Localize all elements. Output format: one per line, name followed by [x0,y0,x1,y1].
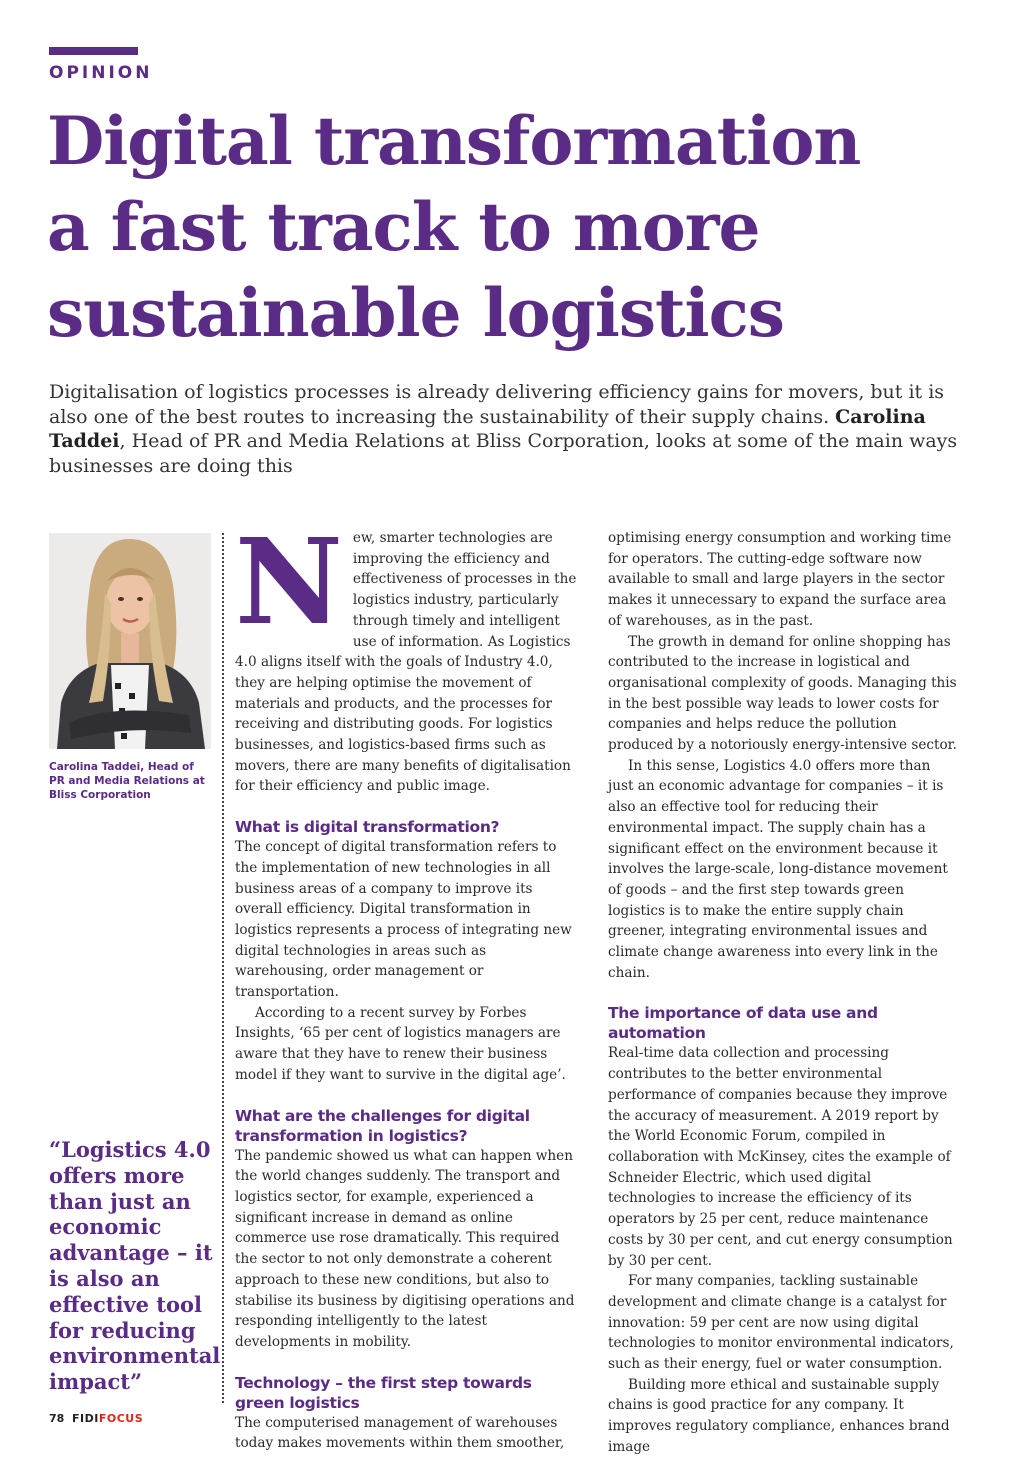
article-column-1 [235,512,577,1454]
brand-logo-part: FIDI [71,1412,99,1425]
brand-logo [72,1412,143,1425]
paragraph: The computerised management of warehouses today makes movements within them smoother, [235,1414,565,1452]
headline [47,98,1007,356]
paragraph: The concept of digital transformation refers to the implementation of new technologies in all business areas of a company to improve its overall efficiency. Digital transformation in logistics represents a process of integrating new digital technologies in areas such as warehousing, order management or transportation. [235,839,572,1001]
page-number: 78 [49,1412,65,1425]
paragraph: Building more ethical and sustainable supply chains is good practice for any company. It improves regulatory compliance, enhances brand image [608,1376,950,1455]
photo-caption: Carolina Taddei, Head of PR and Media Relations at Bliss Corporation [49,761,205,801]
page-footer [49,1412,143,1425]
author-portrait-illustration [49,533,211,749]
headline-line: sustainable logistics [47,274,784,352]
subheading: What is digital transformation? [235,818,500,837]
brand-logo-part: FOCUS [98,1412,144,1425]
section-label: OPINION [49,63,153,83]
paragraph: According to a recent survey by Forbes Insights, ‘65 per cent of logistics managers are aware that they have to renew their business model if they want to survive in the digital age’. [235,1004,566,1083]
author-photo [49,533,211,749]
standfirst-intro: Digitalisation of logistics processes is already delivering efficiency gains for movers, but it is also one of the best routes to increasing the sustainability of their supply chains. [49,381,945,428]
section-rule [49,47,138,55]
paragraph: In this sense, Logistics 4.0 offers more than just an economic advantage for companies – it is also an effective tool for reducing their environmental impact. The supply chain has a significant effect on the environment because it involves the large-scale, long-distance movement of goods – and the first step towards green logistics is to make the entire supply chain greener, integrating environmental issues and climate change awareness into every link in the chain. [608,757,948,981]
subheading: The importance of data use and automation [608,1004,878,1043]
drop-cap: N [235,512,343,651]
standfirst-rest: , Head of PR and Media Relations at Bliss Corporation, looks at some of the main ways businesses are doing this [49,430,958,477]
pull-quote: “Logistics 4.0 offers more than just an economic advantage – it is also an effective tool for reducing environmental impact” [49,1137,221,1395]
paragraph: ew, smarter technologies are improving the efficiency and effectiveness of processes in the logistics industry, particularly through timely and intelligent use of information. As Logistics 4.0 aligns itself with the goals of Industry 4.0, they are helping optimise the movement of materials and products, and the processes for receiving and distributing goods. For logistics businesses, and logistics-based firms such as movers, there are many benefits of digitalisation for their efficiency and public image. [235,530,577,795]
standfirst [49,380,959,478]
paragraph: For many companies, tackling sustainable development and climate change is a catalyst for innovation: 59 per cent are now using digital technologies to monitor environmental indicators, such as their energy, fuel or water consumption. [608,1273,954,1373]
paragraph: optimising energy consumption and working time for operators. The cutting-edge software now available to small and large players in the sector makes it unnecessary to expand the surface area of warehouses, as in the past. [608,530,952,629]
headline-line: Digital transformation [47,102,861,180]
paragraph: The growth in demand for online shopping has contributed to the increase in logistical and organisational complexity of goods. Managing this in the best possible way leads to lower costs for companies and helps reduce the pollution produced by a notoriously energy-intensive sector. [608,633,958,754]
subheading: Technology – the first step towards green logistics [235,1373,532,1412]
headline-line: a fast track to more [47,188,760,266]
paragraph: Real-time data collection and processing contributes to the better environmental performance of companies because they improve the accuracy of measurement. A 2019 report by the World Economic Forum, compiled in collaboration with McKinsey, cites the example of Schneider Electric, which used digital technologies to increase the efficiency of its operators by 25 per cent, reduce maintenance costs by 30 per cent, and cut energy consumption by 30 per cent. [608,1045,953,1269]
author-name: Carolina Taddei [49,405,926,452]
article-column-2 [608,528,958,1458]
column-divider [222,533,224,1403]
subheading: What are the challenges for digital transformation in logistics? [235,1106,530,1145]
paragraph: The pandemic showed us what can happen when the world changes suddenly. The transport and logistics sector, for example, experienced a significant increase in demand as online commerce use rose dramatically. This required the sector to not only demonstrate a coherent approach to these new conditions, but also to stabilise its business by digitising operations and responding intelligently to the latest developments in mobility. [235,1147,575,1350]
